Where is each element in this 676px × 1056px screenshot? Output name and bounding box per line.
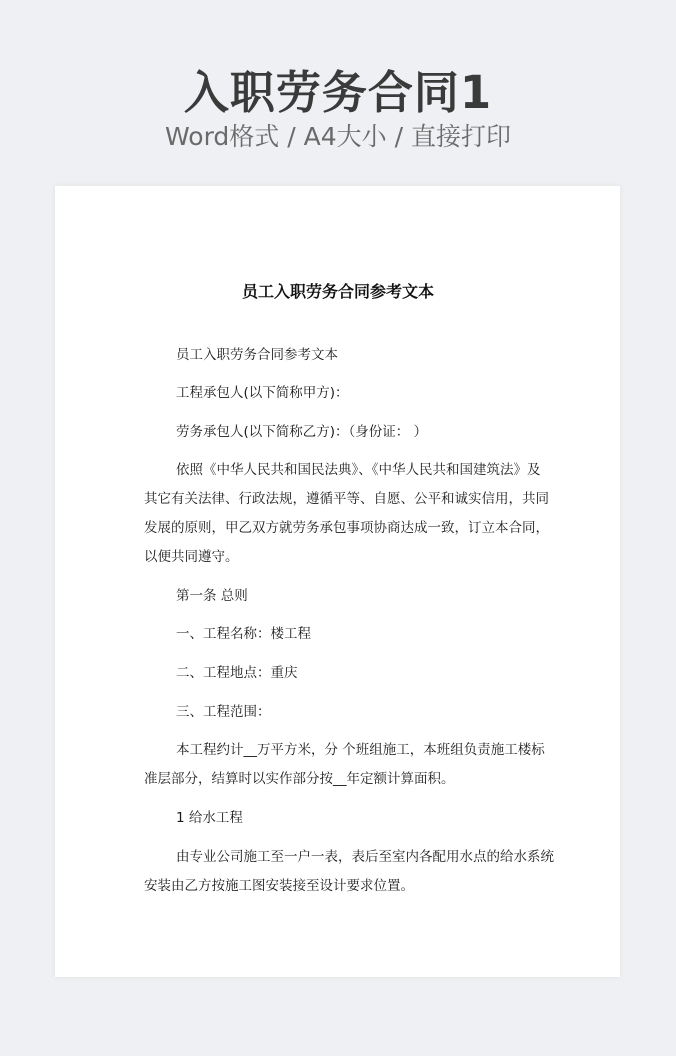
doc-line: 其它有关法律、行政法规，遵循平等、自愿、公平和诚实信用，共同 xyxy=(144,491,549,507)
doc-line: 劳务承包人(以下简称乙方)：（身份证： ） xyxy=(176,424,428,440)
doc-line: 发展的原则，甲乙双方就劳务承包事项协商达成一致，订立本合同， xyxy=(144,520,549,536)
document-title: 员工入职劳务合同参考文本 xyxy=(241,282,434,301)
doc-line: 员工入职劳务合同参考文本 xyxy=(176,347,338,363)
doc-line: 1 给水工程 xyxy=(176,810,243,826)
doc-line: 由专业公司施工至一户一表，表后至室内各配用水点的给水系统 xyxy=(176,849,554,865)
doc-line: 以便共同遵守。 xyxy=(144,549,239,565)
doc-line: 二、工程地点：重庆 xyxy=(176,665,298,681)
doc-line: 准层部分，结算时以实作部分按__年定额计算面积。 xyxy=(144,771,455,787)
doc-line: 工程承包人(以下简称甲方)： xyxy=(176,385,349,401)
doc-line: 一、工程名称：楼工程 xyxy=(176,626,311,642)
banner-title: 入职劳务合同1 xyxy=(183,66,493,119)
doc-line: 安装由乙方按施工图安装接至设计要求位置。 xyxy=(144,878,414,894)
doc-line: 第一条 总则 xyxy=(176,588,248,604)
banner-subtitle: Word格式 / A4大小 / 直接打印 xyxy=(165,122,511,151)
doc-line: 本工程约计__万平方米，分 个班组施工，本班组负责施工楼标 xyxy=(176,742,545,758)
doc-line: 依照《中华人民共和国民法典》、《中华人民共和国建筑法》及 xyxy=(176,462,541,478)
doc-line: 三、工程范围： xyxy=(176,704,271,720)
